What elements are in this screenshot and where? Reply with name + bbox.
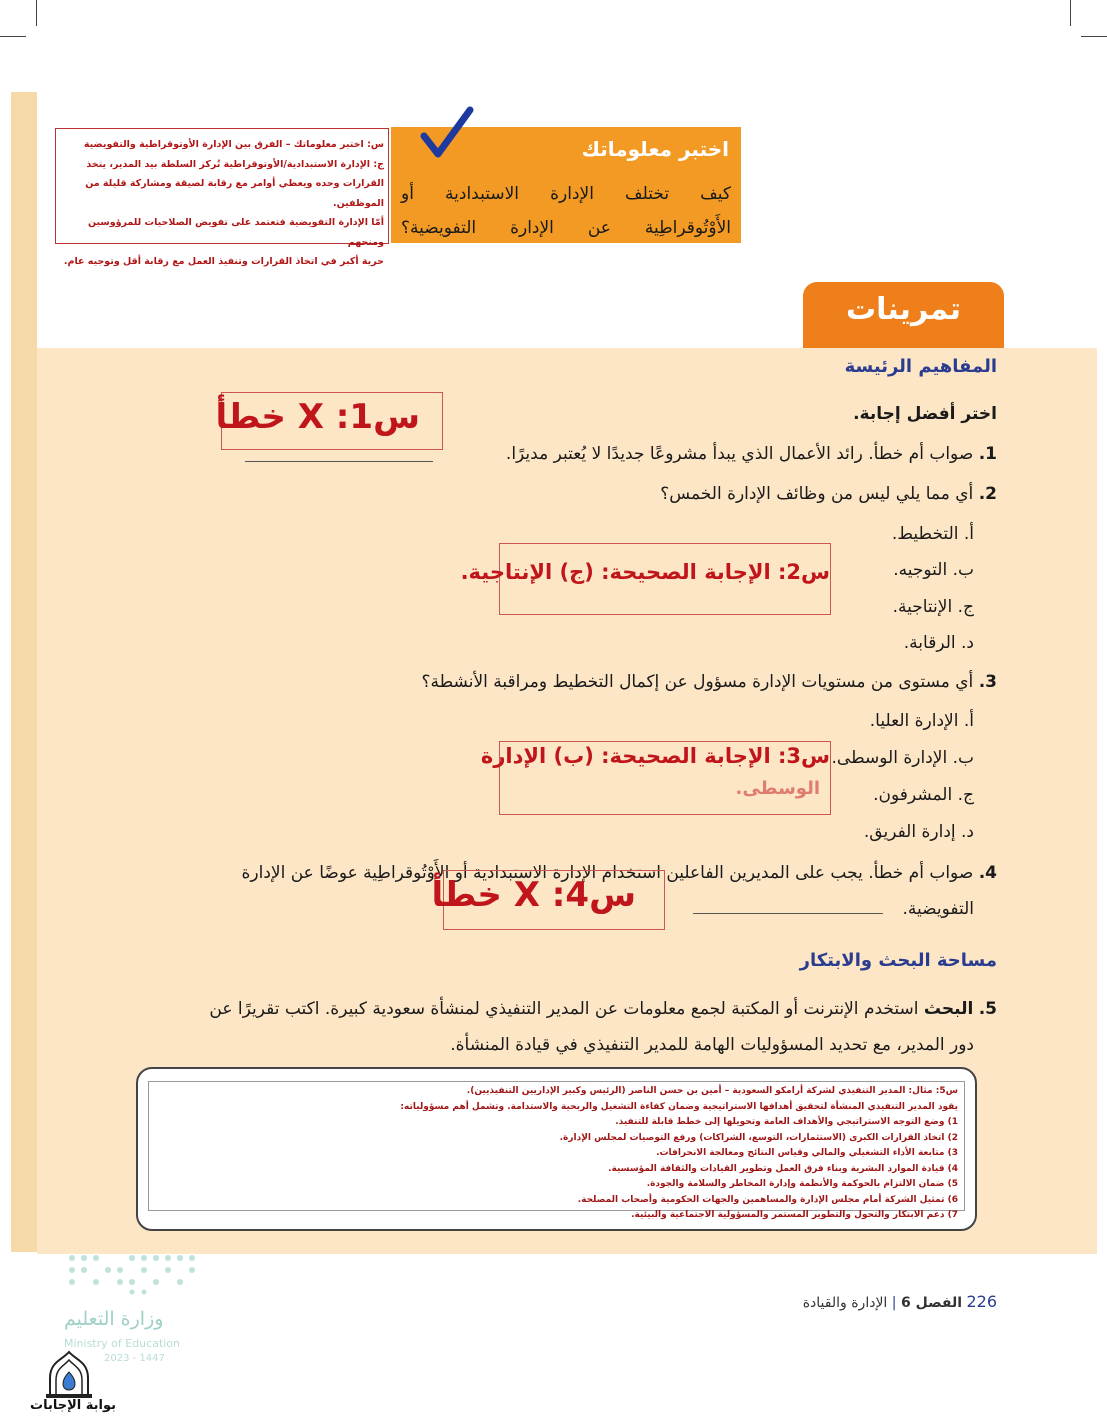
question-5 — [209, 991, 997, 1027]
research-line: 7) دعم الابتكار والتحول والتطوير المستمر والمسؤولية الاجتماعية والبيئية. — [631, 1210, 958, 1220]
q3-option-c: ج. المشرفون. — [873, 785, 974, 805]
exercises-tab-label: تمرينات — [846, 292, 961, 327]
page-footer — [803, 1292, 997, 1311]
answer-box-3: س3: الإجابة الصحيحة: (ب) الإدارة الوسطى. — [499, 741, 831, 815]
question-text: صواب أم خطأ. رائد الأعمال الذي يبدأ مشروعًا جديدًا لا يُعتبر مديرًا. — [505, 444, 974, 464]
answer-box-2: س2: الإجابة الصحيحة: (ج) الإنتاجية. — [499, 543, 831, 615]
research-answer-frame — [148, 1081, 965, 1220]
question-number: 4. — [978, 863, 997, 883]
note-line: أمّا الإدارة التفويضية فتعتمد على تفويض الصلاحيات للمرؤوسين ومنحهم — [87, 217, 384, 248]
question-number: 3. — [978, 672, 997, 692]
question-text-line1: استخدم الإنترنت أو المكتبة لجمع معلومات عن المدير التنفيذي لمنشأة سعودية كبيرة. اكتب تقريرًا عن — [209, 999, 919, 1019]
question-text: أي مستوى من مستويات الإدارة مسؤول عن إكمال التخطيط ومراقبة الأنشطة؟ — [421, 672, 974, 692]
mosque-logo-icon — [32, 1350, 107, 1425]
research-line: س5: مثال: المدير التنفيذي لشركة أرامكو السعودية – أمين بن حسن الناصر (الرئيس وكبير الإداريين التنفيذيين). — [466, 1086, 958, 1096]
research-line: 3) متابعة الأداء التشغيلي والمالي وقياس النتائج ومعالجة الانحرافات. — [656, 1148, 958, 1158]
research-line: 4) قيادة الموارد البشرية وبناء فرق العمل وتطوير القيادات والثقافة المؤسسية. — [608, 1163, 958, 1174]
chapter-label: الفصل 6 — [900, 1295, 962, 1311]
question-4-line2: التفويضية. — [902, 899, 974, 919]
question-text-line1: صواب أم خطأ. يجب على المديرين الفاعلين استخدام الإدارة الاستبدادية أو الأَوْتُوقراطِية عوضًا عن الإدارة — [241, 863, 974, 883]
q2-option-d: د. الرقابة. — [903, 633, 974, 653]
question-number: 5. — [978, 999, 997, 1019]
note-line: ج: الإدارة الاستبدادية/الأوتوقراطية تُركز السلطة بيد المدير، يتخذ — [86, 158, 384, 170]
note-line: س: اختبر معلوماتك – الفرق بين الإدارة الأوتوقراطية والتفويضية — [83, 139, 384, 150]
page-number: 226 — [966, 1292, 997, 1311]
question-number: 1. — [978, 444, 997, 464]
main-concepts-title: المفاهيم الرئيسة — [844, 356, 997, 377]
crop-mark-top-right-v — [1070, 0, 1071, 26]
q3-option-a: أ. الإدارة العليا. — [869, 711, 974, 731]
q2-option-b: ب. التوجيه. — [893, 560, 974, 580]
question-number: 2. — [978, 484, 997, 504]
answer-box-4: س4: X خطأ — [443, 870, 665, 930]
q2-option-c: ج. الإنتاجية. — [892, 597, 974, 617]
note-line: حرية أكبر في اتخاذ القرارات وتنفيذ العمل مع رقابة أقل وتوجيه عام. — [63, 256, 384, 267]
research-title: مساحة البحث والابتكار — [799, 950, 997, 971]
question-text: أي مما يلي ليس من وظائف الإدارة الخمس؟ — [660, 484, 974, 504]
research-line: 6) تمثيل الشركة أمام مجلس الإدارة والمساهمين والجهات الحكومية وأصحاب المصلحة. — [577, 1194, 958, 1205]
research-answer-box — [136, 1067, 977, 1231]
quiz-answer-note — [55, 128, 389, 267]
research-line: 5) ضمان الالتزام بالحوكمة والأنظمة وإدارة المخاطر والسلامة والجودة. — [646, 1179, 958, 1189]
answer-box-1: س1: X خطأ — [221, 392, 443, 450]
question-3 — [421, 664, 997, 700]
note-line: القرارات وحده ويعطي أوامر مع رقابة لصيقة ومشاركة قليلة من الموظفين. — [85, 178, 384, 209]
page-left-edge — [11, 92, 37, 1252]
quiz-question-line1: كيف تختلف الإدارة الاستبدادية أو — [401, 184, 731, 204]
crop-mark-top-left-v — [36, 0, 37, 26]
ministry-name-arabic: وزارة التعليم — [64, 1308, 164, 1330]
research-line: 2) اتخاذ القرارات الكبرى (الاستثمارات، التوسع، الشراكات) ورفع التوصيات لمجلس الإدارة. — [559, 1132, 958, 1143]
research-line: 1) وضع التوجه الاستراتيجي والأهداف العامة وتحويلها إلى خطط قابلة للتنفيذ. — [615, 1117, 958, 1127]
research-line: يقود المدير التنفيذي المنشأة لتحقيق أهدافها الاستراتيجية وضمان كفاءة التشغيل والربحية والاستدامة. وتشمل أهم مسؤولياته: — [400, 1101, 958, 1112]
question-2 — [660, 476, 997, 512]
ministry-name-english: Ministry of Education — [64, 1337, 181, 1350]
question-1 — [506, 436, 997, 472]
footer-separator: | — [891, 1295, 897, 1311]
q2-option-a: أ. التخطيط. — [891, 524, 974, 544]
quiz-question-line2: الأَوْتُوقراطِية عن الإدارة التفويضية؟ — [401, 218, 731, 238]
crop-mark-top-left-h — [0, 36, 26, 37]
answer-line-1 — [245, 461, 433, 462]
subject-label: الإدارة والقيادة — [802, 1295, 888, 1311]
q3-option-d: د. إدارة الفريق. — [863, 822, 974, 842]
quiz-question — [401, 177, 731, 245]
check-mark-icon — [418, 104, 478, 164]
instruction: اختر أفضل إجابة. — [853, 404, 997, 424]
quiz-title: اختبر معلوماتك — [581, 137, 729, 161]
crop-mark-top-right-h — [1081, 36, 1107, 37]
question-5-line2: دور المدير، مع تحديد المسؤوليات الهامة للمدير التنفيذي في قيادة المنشأة. — [450, 1035, 974, 1055]
ministry-year: 2023 - 1447 — [104, 1353, 165, 1364]
exercises-tab — [803, 282, 1004, 348]
q3-option-b: ب. الإدارة الوسطى. — [831, 748, 974, 768]
question-keyword: البحث — [923, 999, 974, 1019]
answer-line-4 — [693, 913, 883, 914]
site-logo-text: بوابة الإجابات — [30, 1398, 116, 1413]
